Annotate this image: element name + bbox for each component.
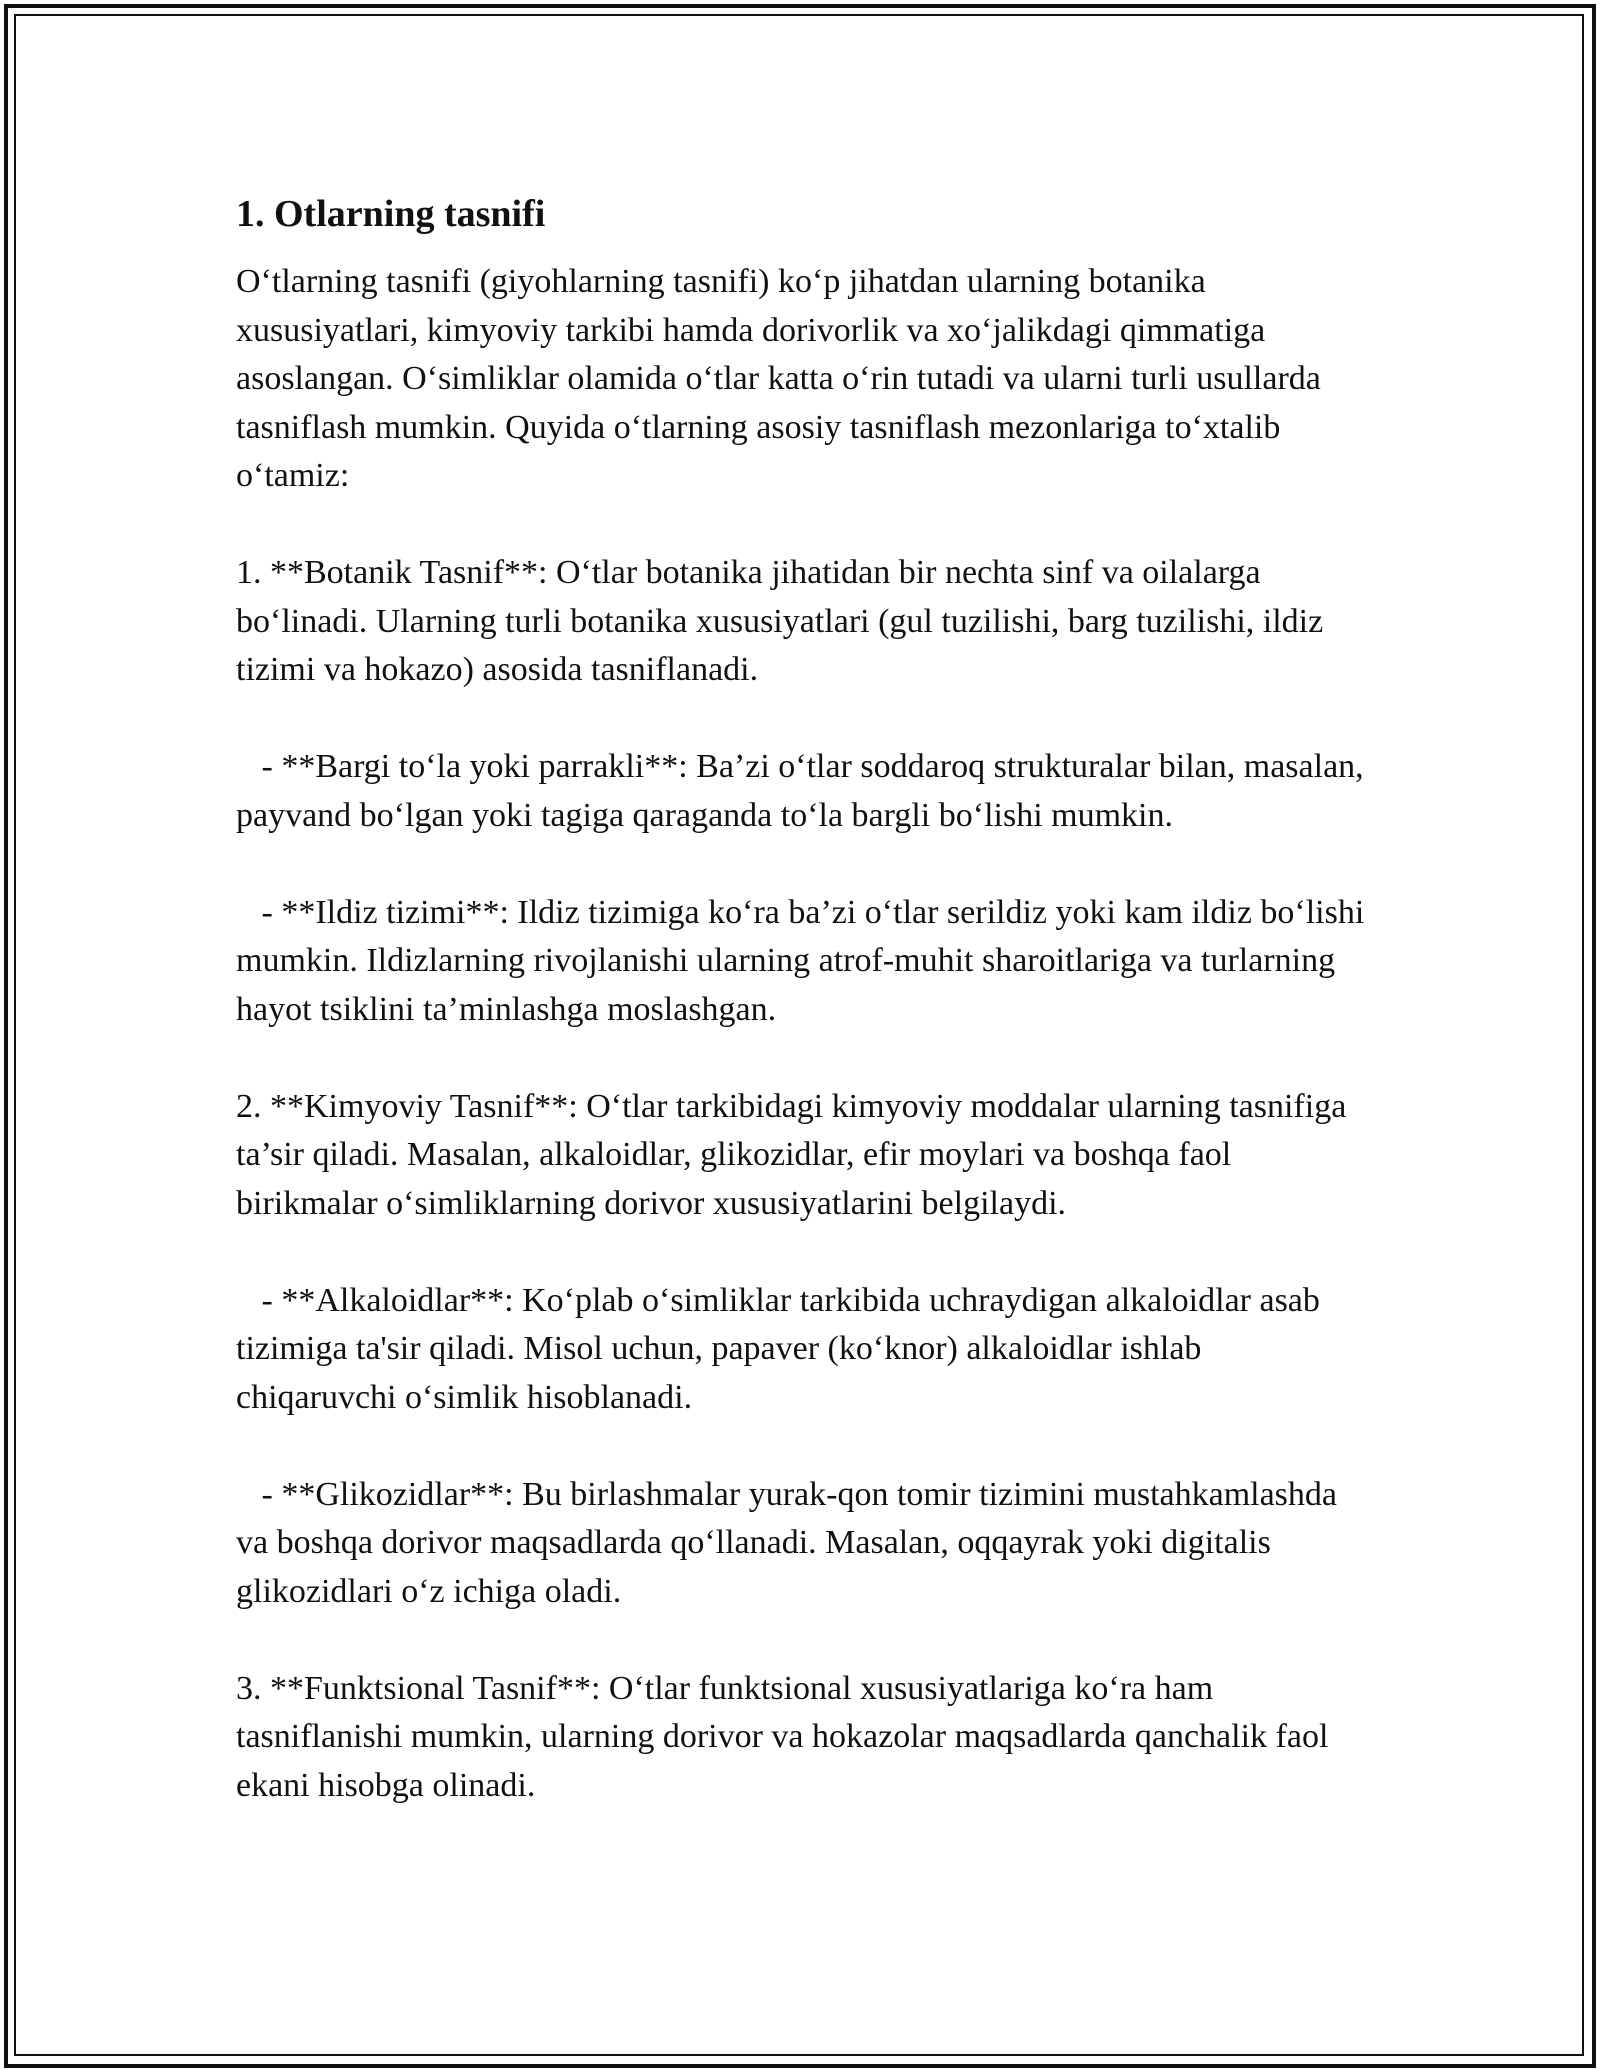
alkaloids-paragraph: - **Alkaloidlar**: Koʻplab oʻsimliklar tarkibida uchraydigan alkaloidlar asab tizimiga ta'sir qiladi. Misol uchun, papaver (koʻknor) alkaloidlar ishlab chiqaruvchi oʻsimlik hisoblanadi.: [236, 1281, 1329, 1416]
document-body: [236, 186, 1373, 1859]
chemical-classification-paragraph: 2. **Kimyoviy Tasnif**: Oʻtlar tarkibidagi kimyoviy moddalar ularning tasnifiga ta’sir qiladi. Masalan, alkaloidlar, glikozidlar, efir moylari va boshqa faol birikmalar oʻsimliklarning dorivor xususiyatlarini belgilaydi.: [236, 1087, 1355, 1222]
root-system-paragraph: - **Ildiz tizimi**: Ildiz tizimiga koʻra ba’zi oʻtlar serildiz yoki kam ildiz boʻlishi mumkin. Ildizlarning rivojlanishi ularning atrof-muhit sharoitlariga va turlarning hayot tsiklini ta’minlashga moslashgan.: [236, 893, 1373, 1028]
botanical-classification-paragraph: 1. **Botanik Tasnif**: Oʻtlar botanika jihatidan bir nechta sinf va oilalarga boʻlinadi. Ularning turli botanika xususiyatlari (gul tuzilishi, barg tuzilishi, ildiz tizimi va hokazo) asosida tasniflanadi.: [236, 554, 1332, 688]
glycosides-paragraph: - **Glikozidlar**: Bu birlashmalar yurak-qon tomir tizimini mustahkamlashda va boshqa dorivor maqsadlarda qoʻllanadi. Masalan, oqqayrak yoki digitalis glikozidlari oʻz ichiga oladi.: [236, 1475, 1346, 1610]
section-heading: 1. Otlarning tasnifi: [236, 193, 546, 235]
leaf-type-paragraph: - **Bargi toʻla yoki parrakli**: Ba’zi oʻtlar soddaroq strukturalar bilan, masalan, payvand boʻlgan yoki tagiga qaraganda toʻla bargli boʻlishi mumkin.: [236, 748, 1373, 834]
intro-paragraph: Oʻtlarning tasnifi (giyohlarning tasnifi) koʻp jihatdan ularning botanika xususiyatlari, kimyoviy tarkibi hamda dorivorlik va xoʻjalikdagi qimmatiga asoslangan. Oʻsimliklar olamida oʻtlar katta oʻrin tutadi va ularni turli usullarda tasniflash mumkin. Quyida oʻtlarning asosiy tasniflash mezonlariga toʻxtalib oʻtamiz:: [236, 263, 1330, 494]
functional-classification-paragraph: 3. **Funktsional Tasnif**: Oʻtlar funktsional xususiyatlariga koʻra ham tasniflanishi mumkin, ularning dorivor va hokazolar maqsadlarda qanchalik faol ekani hisobga olinadi.: [236, 1669, 1337, 1804]
